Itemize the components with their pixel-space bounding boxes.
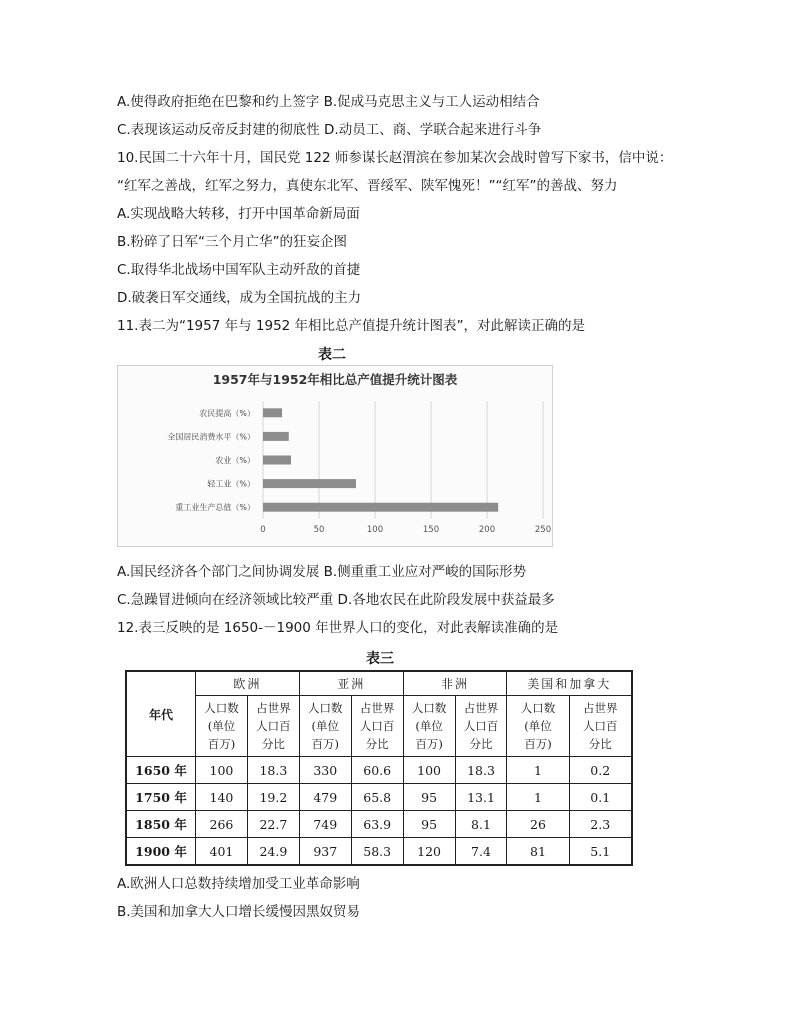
q11-options-ab: A.国民经济各个部门之间协调发展 B.侧重重工业应对严峻的国际形势 — [117, 564, 527, 580]
world-share-header — [351, 696, 403, 757]
population-count-header — [196, 696, 248, 757]
table-row — [126, 757, 632, 784]
era-header: 年代 — [126, 671, 196, 757]
header-line: 人口数 — [308, 701, 343, 715]
header-line: (单位 — [207, 719, 236, 733]
value-cell: 58.3 — [351, 838, 403, 866]
category-label: 农民提高（%） — [199, 408, 255, 418]
bar — [263, 408, 282, 417]
value-cell: 100 — [196, 757, 248, 784]
population-table — [125, 670, 633, 866]
value-cell: 8.1 — [455, 811, 507, 838]
header-line: 分比 — [469, 737, 493, 751]
value-cell: 140 — [196, 784, 248, 811]
header-line: 人口百 — [583, 719, 618, 733]
value-cell: 22.7 — [247, 811, 299, 838]
value-cell: 13.1 — [455, 784, 507, 811]
value-cell: 1 — [507, 757, 569, 784]
q10-stem: 10.民国二十六年十月，国民党 122 师参谋长赵渭滨在参加某次会战时曾写下家书，信中说： — [117, 150, 673, 166]
year-cell: 1900 年 — [126, 838, 196, 866]
header-line: 占世界 — [359, 701, 395, 715]
value-cell: 937 — [299, 838, 351, 866]
header-line: 占世界 — [463, 701, 499, 715]
q11-stem: 11.表二为“1957 年与 1952 年相比总产值提升统计图表”，对此解读正确的是 — [117, 318, 586, 334]
x-tick-label: 250 — [534, 525, 552, 535]
header-line: 分比 — [261, 737, 285, 751]
value-cell: 1 — [507, 784, 569, 811]
category-label: 农业（%） — [215, 456, 255, 465]
q12-option-b: B.美国和加拿大人口增长缓慢因黑奴贸易 — [117, 904, 361, 920]
q10-option-c: C.取得华北战场中国军队主动歼敌的首捷 — [117, 262, 361, 278]
world-share-header — [569, 696, 632, 757]
year-cell: 1750 年 — [126, 784, 196, 811]
table-row — [126, 811, 632, 838]
bar-chart — [118, 366, 552, 546]
header-line: (单位 — [524, 719, 552, 733]
value-cell: 120 — [403, 838, 455, 866]
table-row — [126, 784, 632, 811]
x-tick-label: 150 — [422, 525, 440, 535]
q12-stem: 12.表三反映的是 1650-－1900 年世界人口的变化，对此表解读准确的是 — [117, 620, 559, 636]
value-cell: 95 — [403, 784, 455, 811]
population-count-header — [299, 696, 351, 757]
value-cell: 100 — [403, 757, 455, 784]
value-cell: 479 — [299, 784, 351, 811]
q9-options-ab: A.使得政府拒绝在巴黎和约上签字 B.促成马克思主义与工人运动相结合 — [117, 94, 540, 110]
value-cell: 266 — [196, 811, 248, 838]
x-tick-label: 50 — [313, 525, 325, 535]
category-label: 轻工业（%） — [207, 479, 255, 489]
subheader-row — [126, 696, 632, 757]
x-tick-label: 200 — [478, 525, 496, 535]
header-line: (单位 — [311, 719, 340, 733]
table3-caption: 表三 — [366, 651, 394, 667]
header-line: 人口数 — [520, 701, 556, 715]
region-europe: 欧洲 — [196, 671, 300, 696]
header-line: 占世界 — [256, 701, 291, 715]
bar — [263, 503, 498, 512]
header-line: 人口百 — [463, 719, 499, 733]
value-cell: 95 — [403, 811, 455, 838]
table2-chart — [117, 365, 553, 547]
header-line: 百万) — [207, 737, 236, 751]
world-share-header — [247, 696, 299, 757]
world-share-header — [455, 696, 507, 757]
chart-title: 1957年与1952年相比总产值提升统计图表 — [212, 372, 458, 387]
year-cell: 1850 年 — [126, 811, 196, 838]
header-line: 百万) — [415, 737, 443, 751]
table-row — [126, 838, 632, 866]
q10-option-b: B.粉碎了日军“三个月亡华”的狂妄企图 — [117, 234, 348, 250]
q10-option-a: A.实现战略大转移，打开中国革命新局面 — [117, 206, 360, 222]
value-cell: 63.9 — [351, 811, 403, 838]
value-cell: 5.1 — [569, 838, 632, 866]
q11-options-cd: C.急躁冒进倾向在经济领域比较严重 D.各地农民在此阶段发展中获益最多 — [117, 592, 555, 608]
value-cell: 330 — [299, 757, 351, 784]
x-tick-label: 100 — [366, 525, 384, 535]
bar — [263, 456, 291, 465]
header-line: 人口百 — [256, 719, 291, 733]
x-tick-label: 0 — [260, 525, 266, 535]
value-cell: 19.2 — [247, 784, 299, 811]
bar — [263, 479, 356, 488]
value-cell: 18.3 — [247, 757, 299, 784]
q10-stem-cont: “红军之善战，红军之努力，真使东北军、晋绥军、陕军愧死！”“红军”的善战、努力 — [117, 178, 618, 194]
category-label: 全国居民消费水平（%） — [167, 432, 255, 442]
q9-options-cd: C.表现该运动反帝反封建的彻底性 D.动员工、商、学联合起来进行斗争 — [117, 122, 542, 138]
header-line: 百万) — [524, 737, 552, 751]
value-cell: 60.6 — [351, 757, 403, 784]
q12-option-a: A.欧洲人口总数持续增加受工业革命影响 — [117, 876, 360, 892]
region-us-canada: 美国和加拿大 — [507, 671, 632, 696]
header-line: 占世界 — [583, 701, 618, 715]
population-count-header — [507, 696, 569, 757]
category-label: 重工业生产总值（%） — [175, 503, 255, 513]
table2-caption: 表二 — [318, 347, 346, 363]
value-cell: 401 — [196, 838, 248, 866]
value-cell: 0.2 — [569, 757, 632, 784]
value-cell: 65.8 — [351, 784, 403, 811]
value-cell: 2.3 — [569, 811, 632, 838]
header-line: 人口数 — [411, 701, 447, 715]
region-africa: 非洲 — [403, 671, 507, 696]
q10-option-d: D.破袭日军交通线，成为全国抗战的主力 — [117, 290, 362, 306]
header-line: 人口数 — [204, 701, 239, 715]
region-asia: 亚洲 — [299, 671, 403, 696]
header-line: 分比 — [588, 737, 612, 751]
value-cell: 26 — [507, 811, 569, 838]
header-line: 百万) — [311, 737, 340, 751]
value-cell: 7.4 — [455, 838, 507, 866]
value-cell: 81 — [507, 838, 569, 866]
value-cell: 18.3 — [455, 757, 507, 784]
header-line: 人口百 — [359, 719, 395, 733]
value-cell: 749 — [299, 811, 351, 838]
header-line: (单位 — [415, 719, 443, 733]
population-count-header — [403, 696, 455, 757]
header-line: 分比 — [365, 737, 389, 751]
bar — [263, 432, 289, 441]
year-cell: 1650 年 — [126, 757, 196, 784]
value-cell: 0.1 — [569, 784, 632, 811]
value-cell: 24.9 — [247, 838, 299, 866]
